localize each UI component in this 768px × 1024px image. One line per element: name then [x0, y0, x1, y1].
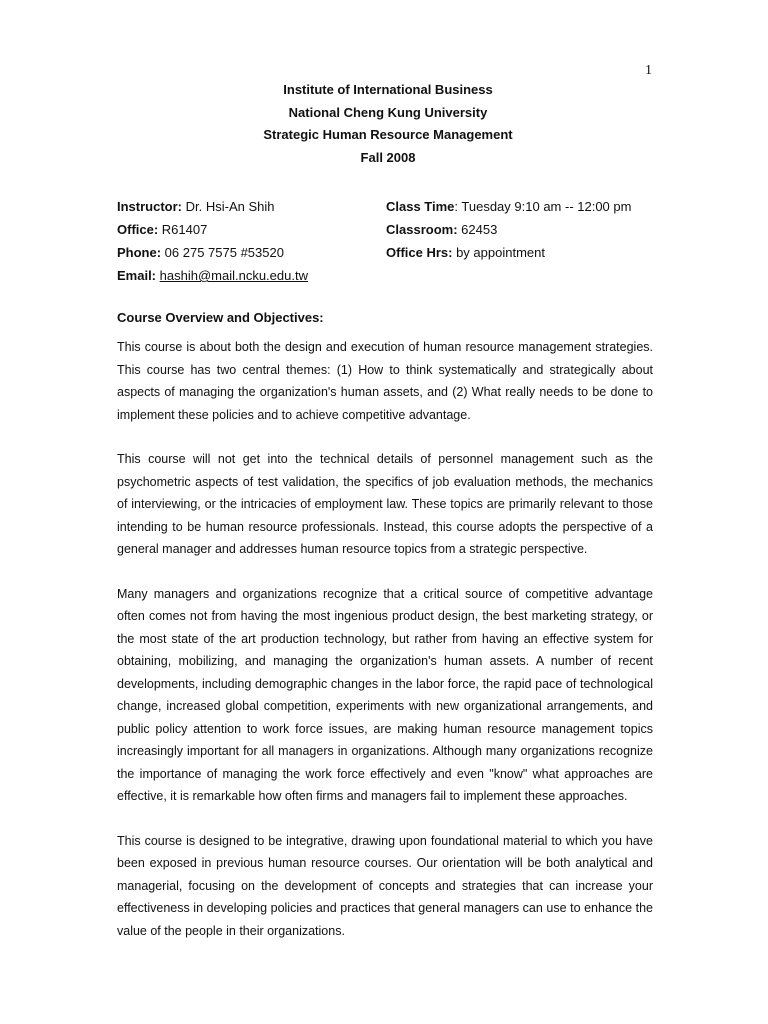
paragraph: This course will not get into the technical details of personnel management such as the psychometric aspects of test validation, the specifics of job evaluation methods, the mechanics of interviewing, or the intricacies of employment law. These topics are primarily relevant to those intending to be human resource professionals. Instead, this course adopts the perspective of a general manager and addresses human resource topics from a strategic perspective. [117, 452, 653, 556]
instructor-info-column [117, 195, 308, 287]
classroom-value: 62453 [457, 222, 498, 237]
office-label: Office: [117, 222, 159, 237]
office-hours-value: by appointment [452, 245, 545, 260]
office-value: R61407 [158, 222, 208, 237]
classroom-row [386, 218, 631, 241]
office-hours-label: Office Hrs: [386, 245, 453, 260]
institute-name: Institute of International Business [283, 82, 493, 97]
course-title: Strategic Human Resource Management [263, 127, 513, 142]
office-row [117, 218, 308, 241]
email-link[interactable]: hashih@mail.ncku.edu.tw [159, 268, 308, 283]
paragraph: Many managers and organizations recognize that a critical source of competitive advantage often comes not from having the most ingenious product design, the best marketing strategy, or the most state of the art production technology, but rather from having an effective system for obtaining, mobilizing, and managing the organization's human assets. A number of recent developments, including demographic changes in the labor force, the rapid pace of technological change, increased global competition, experiments with new organizational arrangements, and public policy attention to work force issues, are making human resource management topics increasingly important for all managers in organizations. Although many organizations recognize the importance of managing the work force effectively and even "know" what approaches are effective, it is remarkable how often firms and managers fail to implement these approaches. [117, 586, 653, 803]
class-time-row [386, 195, 631, 218]
phone-value: 06 275 7575 #53520 [161, 245, 284, 260]
classroom-label: Classroom: [386, 222, 458, 237]
phone-label: Phone: [117, 245, 162, 260]
instructor-row [117, 195, 308, 218]
paragraph: This course is designed to be integrative, drawing upon foundational material to which you have been exposed in previous human resource courses. Our orientation will be both analytical and managerial, focusing on the development of concepts and strategies that can increase your effectiveness in developing policies and practices that general managers can use to enhance the value of the people in their organizations. [117, 833, 653, 938]
class-info-column [386, 195, 631, 264]
phone-row [117, 241, 308, 264]
email-label: Email: [117, 268, 157, 283]
document-header [0, 79, 768, 169]
office-hours-row [386, 241, 631, 264]
instructor-value: Dr. Hsi-An Shih [182, 199, 275, 214]
paragraph: This course is about both the design and execution of human resource management strategies. This course has two central themes: (1) How to think systematically and strategically about aspects of managing the organization's human assets, and (2) What really needs to be done to implement these policies and to achieve competitive advantage. [117, 340, 653, 422]
instructor-label: Instructor: [117, 199, 182, 214]
page-number: 1 [645, 63, 652, 78]
class-time-value: : Tuesday 9:10 am -- 12:00 pm [454, 199, 632, 214]
section-body [117, 336, 653, 964]
class-time-label: Class Time [386, 199, 455, 214]
email-row [117, 264, 308, 287]
university-name: National Cheng Kung University [288, 104, 488, 120]
course-term: Fall 2008 [360, 149, 416, 165]
section-title: Course Overview and Objectives: [117, 310, 324, 325]
